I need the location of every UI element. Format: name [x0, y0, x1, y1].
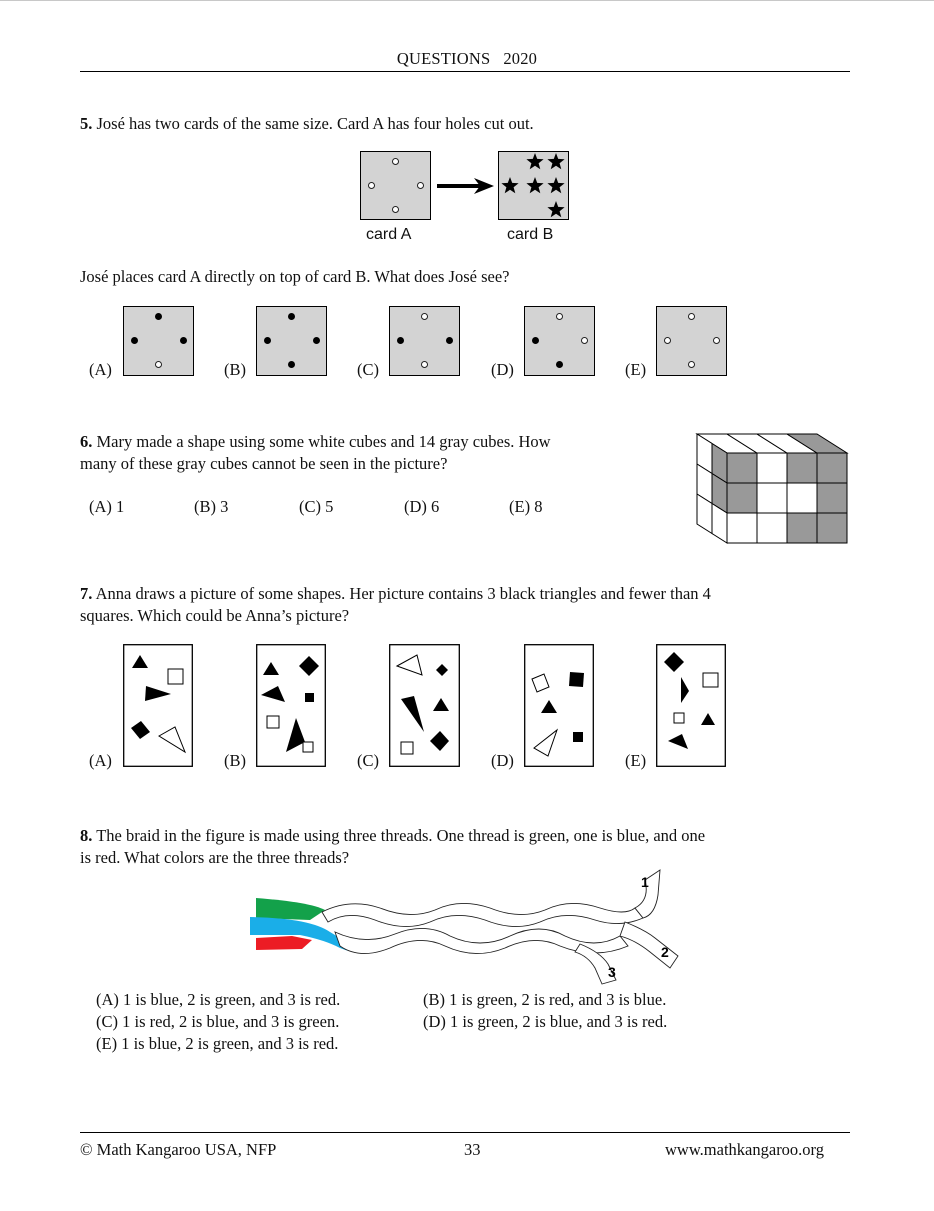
card-a-label: card A	[366, 226, 412, 243]
page-header-title: QUESTIONS 2020	[396, 49, 538, 68]
cube-front-face	[817, 483, 847, 513]
question-number: 6.	[80, 432, 93, 451]
hole-right	[581, 337, 588, 344]
hole-bottom	[392, 206, 399, 213]
cube-front-face	[727, 513, 757, 543]
picture-option-e	[656, 644, 726, 767]
stars-group	[498, 151, 569, 220]
picture-option-a	[123, 644, 193, 767]
hole-top	[556, 313, 563, 320]
star-icon	[526, 153, 543, 169]
white-square	[303, 742, 313, 752]
option-label-b: (B)	[224, 751, 246, 770]
braid-figure	[240, 860, 690, 985]
cube-front-face	[787, 453, 817, 483]
dot-right	[180, 337, 187, 344]
answer-card-figure	[256, 306, 327, 376]
option-label: (B)	[224, 360, 246, 379]
arrow-right-icon	[436, 176, 496, 196]
option-label: (D)	[491, 360, 514, 379]
star-icon	[547, 177, 564, 193]
question-5-prompt: José places card A directly on top of card B. What does José see?	[80, 267, 510, 286]
hole-bottom	[155, 361, 162, 368]
thread-label-1: 1	[641, 874, 649, 890]
red-thread-end	[256, 936, 312, 950]
q8-option-c: (C) 1 is red, 2 is blue, and 3 is green.	[96, 1012, 340, 1031]
hole-top	[421, 313, 428, 320]
cube-front-face	[817, 513, 847, 543]
hole-bottom	[421, 361, 428, 368]
q8-option-a: (A) 1 is blue, 2 is green, and 3 is red.	[96, 990, 341, 1009]
q8-option-b: (B) 1 is green, 2 is red, and 3 is blue.	[423, 990, 667, 1009]
footer-rule	[80, 1132, 850, 1133]
question-number: 5.	[80, 114, 93, 133]
green-thread-end	[256, 898, 325, 920]
star-icon	[501, 177, 518, 193]
cube-front-face	[757, 483, 787, 513]
footer-page-number: 33	[464, 1140, 481, 1159]
cube-shape-figure	[690, 425, 855, 545]
hole-right	[713, 337, 720, 344]
option-label-d: (D)	[491, 751, 514, 770]
picture-option-b	[256, 644, 326, 767]
question-body-line1: The braid in the figure is made using three threads. One thread is green, one is blue, and one	[96, 826, 706, 845]
dot-top	[288, 313, 295, 320]
star-icon	[526, 177, 543, 193]
star-icon	[547, 153, 564, 169]
picture-frame	[390, 645, 460, 767]
question-body-line1: Mary made a shape using some white cubes and 14 gray cubes. How	[96, 432, 551, 451]
footer-website: www.mathkangaroo.org	[665, 1140, 825, 1159]
picture-option-d	[524, 644, 594, 767]
question-number: 7.	[80, 584, 93, 603]
star-icon	[547, 201, 564, 217]
option-label-c: (C)	[357, 751, 379, 770]
white-square	[703, 673, 718, 687]
white-square	[168, 669, 183, 684]
black-square	[569, 672, 584, 687]
thread-label-3: 3	[608, 964, 616, 980]
picture-option-c	[389, 644, 460, 767]
dot-left	[397, 337, 404, 344]
answer-option: (E) 8	[509, 497, 543, 516]
q8-option-d: (D) 1 is green, 2 is blue, and 3 is red.	[423, 1012, 668, 1031]
answer-card-figure	[656, 306, 727, 376]
dot-top	[155, 313, 162, 320]
hole-left	[664, 337, 671, 344]
cube-front-face	[727, 453, 757, 483]
footer-copyright: © Math Kangaroo USA, NFP	[80, 1140, 277, 1159]
option-label-a: (A)	[89, 751, 112, 770]
option-label: (A)	[89, 360, 112, 379]
question-body-line2: squares. Which could be Anna’s picture?	[80, 606, 350, 625]
hole-top	[688, 313, 695, 320]
answer-option: (D) 6	[404, 497, 440, 516]
option-label: (C)	[357, 360, 379, 379]
cube-front-face	[757, 453, 787, 483]
hole-bottom	[688, 361, 695, 368]
question-7-text	[80, 583, 711, 627]
answer-option: (B) 3	[194, 497, 229, 516]
braid-strands	[322, 870, 678, 984]
white-square	[401, 742, 413, 754]
answer-option: (A) 1	[89, 497, 125, 516]
hole-left	[368, 182, 375, 189]
question-body-line2: many of these gray cubes cannot be seen in the picture?	[80, 454, 448, 473]
card-a-figure	[360, 151, 431, 220]
question-body: José has two cards of the same size. Card A has four holes cut out.	[96, 114, 534, 133]
cube-front-face	[787, 483, 817, 513]
option-label-e: (E)	[625, 751, 647, 770]
card-b-label: card B	[507, 226, 554, 243]
white-square	[267, 716, 279, 728]
option-label: (E)	[625, 360, 647, 379]
question-6-text	[80, 431, 551, 475]
cube-front-face	[757, 513, 787, 543]
cube-front-face	[787, 513, 817, 543]
white-square	[674, 713, 684, 723]
dot-bottom	[288, 361, 295, 368]
black-square	[573, 732, 583, 742]
cube-front-face	[727, 483, 757, 513]
answer-card-figure	[524, 306, 595, 376]
dot-left	[131, 337, 138, 344]
dot-right	[446, 337, 453, 344]
dot-left	[532, 337, 539, 344]
black-square	[305, 693, 314, 702]
hole-right	[417, 182, 424, 189]
cube-front-face	[817, 453, 847, 483]
hole-top	[392, 158, 399, 165]
dot-right	[313, 337, 320, 344]
answer-card-figure	[123, 306, 194, 376]
question-body-line2: is red. What colors are the three threads?	[80, 848, 350, 867]
dot-bottom	[556, 361, 563, 368]
card-b-figure	[498, 151, 569, 220]
dot-left	[264, 337, 271, 344]
window-top-border	[0, 0, 934, 1]
answer-card-figure	[389, 306, 460, 376]
thread-label-2: 2	[661, 944, 669, 960]
answer-option: (C) 5	[299, 497, 334, 516]
question-number: 8.	[80, 826, 93, 845]
question-body-line1: Anna draws a picture of some shapes. Her picture contains 3 black triangles and fewer than 4	[95, 584, 711, 603]
question-5-text	[80, 113, 534, 135]
q8-option-e: (E) 1 is blue, 2 is green, and 3 is red.	[96, 1034, 339, 1053]
header-rule	[80, 71, 850, 72]
